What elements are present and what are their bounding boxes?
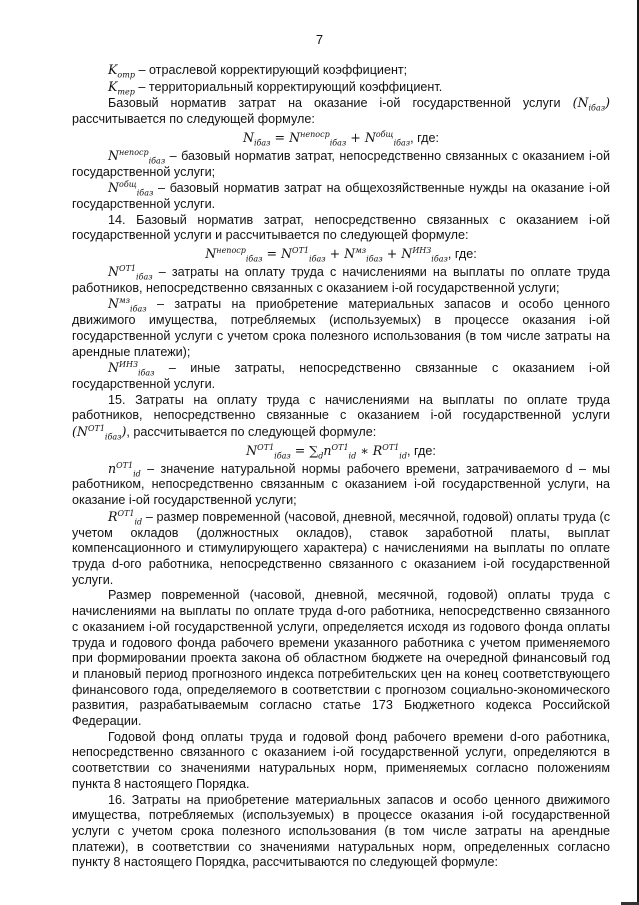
n-mz-symbol: $N^{мз}_{iбаз}$ (108, 296, 147, 314)
k-ter-line (72, 79, 610, 96)
base-intro-text: Базовый норматив затрат на оказание i-ой государственной услуги (108, 96, 561, 111)
n-inz-symbol: $N^{ИНЗ}_{iбаз}$ (108, 360, 155, 378)
n-def-text: – значение натуральной нормы рабочего времени, затрачиваемого d – мы работником, непосредственно связанным с оказанием i-ой государственной услуги, на оказание i-ой государственной услуги; (72, 461, 611, 508)
base-intro-paragraph (72, 95, 610, 127)
paragraph-razmer: Размер повременной (часовой, дневной, месячной, годовой) оплаты труда с начислениями на выплаты по оплате труда d-ого работника, непосредственно связанного с оказанием i-ой государственной услуги, определяется исходя из годового фонда оплаты труда и годового фонда рабочего времени указанного работника с учетом применяемого при формировании проекта закона об областном бюджете на очередной финансовый год и плановый период прогнозного индекса потребительских цен на конец соответствующего финансового года, определяемого в соответствии с прогнозом социально-экономического развития, разрабатываемым согласно статье 173 Бюджетного кодекса Российской Федерации. (72, 588, 610, 729)
nepos-def-paragraph (72, 148, 610, 180)
obsh-def-paragraph (72, 180, 610, 212)
paragraph-15 (72, 393, 610, 441)
document-body (72, 62, 610, 871)
inz-def-text: – иные затраты, непосредственно связанные с оказанием i-ой государственной услуги. (72, 361, 611, 391)
r-def-text: – размер повременной (часовой, дневной, месячной, годовой) оплаты труда (с учетом окладов (должностных окладов), ставок заработной платы, выплат компенсационного и стимулирующего характера) с начислениями на выплаты по оплате труда d-ого работника, непосредственно связанного с оказанием i-ой государственной услуги. (72, 509, 610, 587)
formula-base-label: , где: (410, 130, 440, 145)
paragraph-16: 16. Затраты на приобретение материальных запасов и особо ценного движимого имущества, потребляемых (используемых) в процессе оказания i-ой государственной услуги с учетом срока полезного использования (в том числе затраты на арендные платежи), в соответствии со значениями натуральных норм, определенных согласно пункту 8 настоящего Порядка, рассчитываются по следующей формуле: (72, 792, 610, 870)
inz-def-paragraph (72, 360, 610, 392)
paragraph-15-text: 15. Затраты на оплату труда с начислениями на выплаты по оплате труда работников, непосредственно связанные с оказанием i-ой государственной услуги (72, 392, 610, 423)
k-ter-symbol: $K_{тер}$ (108, 78, 135, 97)
paragraph-15-tail: , рассчитывается по следующей формуле: (126, 425, 377, 440)
ot1-def-text: – затраты на оплату труда с начислениями на выплаты по оплате труда работников, непосредственно связанных с оказанием i-ой государственной услуги; (72, 265, 610, 295)
paragraph-14: 14. Базовый норматив затрат, непосредственно связанных с оказанием i-ой государственной услуги и рассчитывается по следующей формуле: (72, 212, 610, 243)
k-otr-text: – отраслевой корректирующий коэффициент; (138, 63, 408, 77)
k-ter-text: – территориальный корректирующий коэффициент. (138, 79, 443, 94)
mz-def-text: – затраты на приобретение материальных запасов и особо ценного движимого имущества, потребляемых (используемых) в процессе оказания i-ой государственной услуги с учетом срока полезного использования (в том числе затраты на арендные платежи); (72, 297, 610, 359)
n-ot1-symbol: $N^{ОТ1}_{iбаз}$ (108, 263, 153, 282)
paragraph-fond: Годовой фонд оплаты труда и годовой фонд рабочего времени d-ого работника, непосредственно связанного с оказанием i-ой государственной услуги, определяются в соответствии со значениями натуральных норм, применяемых согласно положениям пункта 8 настоящего Порядка. (72, 729, 610, 791)
r-def-paragraph (72, 509, 610, 589)
r-id-symbol: $R^{ОТ1}_{id}$ (108, 508, 143, 527)
k-otr-symbol: $K_{отр}$ (108, 62, 135, 80)
nepos-def-text: – базовый норматив затрат, непосредственно связанных с оказанием i-ой государственной услуги; (72, 148, 611, 179)
base-intro-tail: рассчитывается по следующей формуле: (72, 112, 315, 127)
formula-ot1-label: , где: (406, 443, 436, 458)
formula-nepos: $N^{непоср}_{iбаз} = N^{ОТ1}_{iбаз} + N^{мз}_{iбаз} + N^{ИНЗ}_{iбаз}$, где: (205, 245, 477, 264)
obsh-def-text: – базовый норматив затрат на общехозяйственные нужды на оказание i-ой государственной услуги. (72, 181, 610, 211)
n-ibaz-symbol: $(N_{iбаз})$ (572, 95, 610, 113)
page-number: 7 (315, 32, 324, 47)
formula-ot1: $N^{ОТ1}_{iбаз} = \sum_dn^{ОТ1}_{id}$ ∗ $R^{ОТ1}_{id}$, где: (246, 442, 436, 461)
mz-def-paragraph (72, 296, 610, 360)
n-obsh-symbol: $N^{общ}_{iбаз}$ (108, 180, 154, 198)
formula-nepos-label: , где: (447, 247, 477, 262)
n-id-symbol: $n^{ОТ1}_{id}$ (108, 460, 141, 479)
formula-base: $N_{iбаз} = N^{непоср}_{iбаз} + N^{общ}_{iбаз}$, где: (242, 129, 440, 148)
n-ot1-inline-symbol: $(N^{ОТ1}_{iбаз})$ (72, 423, 127, 442)
n-nepos-symbol: $N^{непоср}_{iбаз}$ (108, 147, 166, 166)
k-otr-line (72, 62, 610, 79)
ot1-def-paragraph (72, 264, 610, 296)
n-def-paragraph (72, 461, 610, 509)
